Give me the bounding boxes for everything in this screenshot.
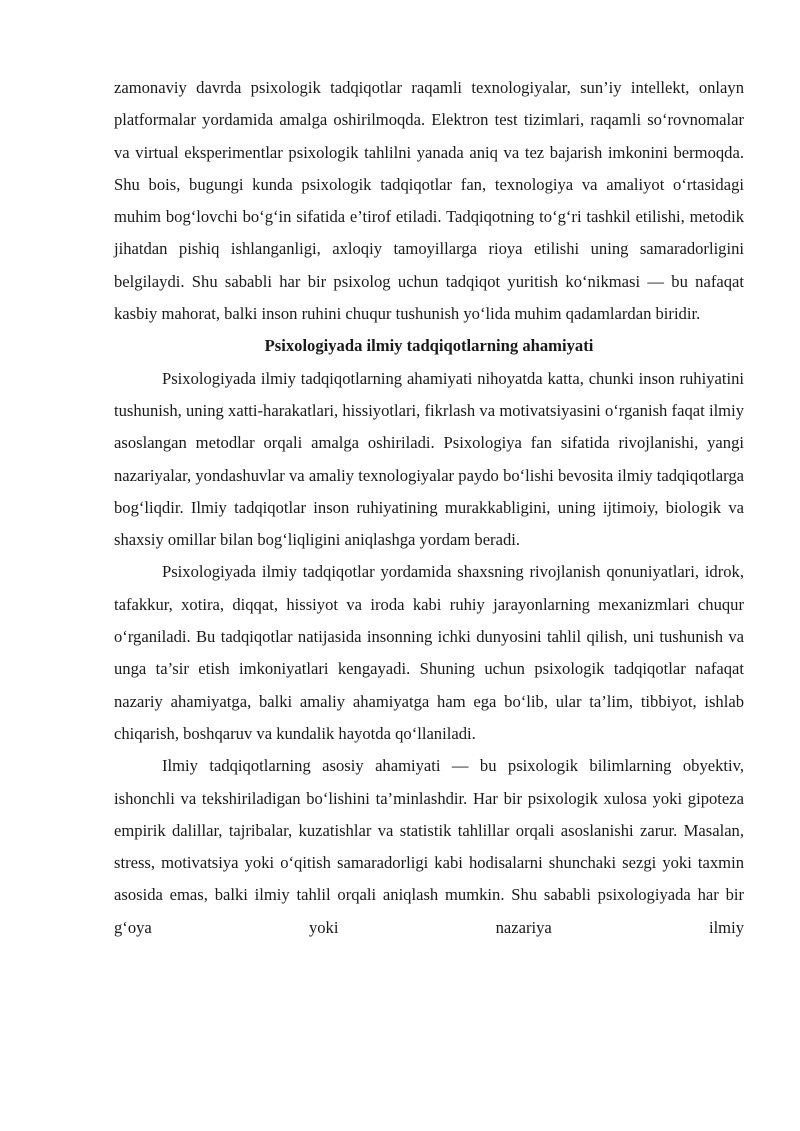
document-page (114, 72, 744, 944)
body-paragraph-1: Psixologiyada ilmiy tadqiqotlarning ahamiyati nihoyatda katta, chunki inson ruhiyatini tushunish, uning xatti-harakatlari, hissiyotlari, fikrlash va motivatsiyasini o‘rganish faqat ilmiy asoslangan metodlar orqali amalga oshiriladi. Psixologiya fan sifatida rivojlanishi, yangi nazariyalar, yondashuvlar va amaliy texnologiyalar paydo bo‘lishi bevosita ilmiy tadqiqotlarga bog‘liqdir. Ilmiy tadqiqotlar inson ruhiyatining murakkabligini, uning ijtimoiy, biologik va shaxsiy omillar bilan bog‘liqligini aniqlashga yordam beradi. (114, 368, 744, 550)
section-heading: Psixologiyada ilmiy tadqiqotlarning ahamiyati (264, 336, 594, 356)
body-paragraph-3: Ilmiy tadqiqotlarning asosiy ahamiyati — bu psixologik bilimlarning obyektiv, ishonchli va tekshiriladigan bo‘lishini ta’minlashdir. Har bir psixologik xulosa yoki gipoteza empirik dalillar, tajribalar, kuzatishlar va statistik tahlillar orqali asoslanishi zarur. Masalan, stress, motivatsiya yoki o‘qitish samaradorligi kabi hodisalarni shunchaki sezgi yoki taxmin asosida emas, balki ilmiy tahlil orqali aniqlash mumkin. Shu sababli psixologiyada har bir g‘oya yoki nazariya ilmiy (114, 756, 744, 937)
intro-paragraph: zamonaviy davrda psixologik tadqiqotlar raqamli texnologiyalar, sun’iy intellekt, onlayn platformalar yordamida amalga oshirilmoqda. Elektron test tizimlari, raqamli so‘rovnomalar va virtual eksperimentlar psixologik tahlilni yanada aniq va tez bajarish imkonini bermoqda. Shu bois, bugungi kunda psixologik tadqiqotlar fan, texnologiya va amaliyot o‘rtasidagi muhim bog‘lovchi bo‘g‘in sifatida e’tirof etiladi. Tadqiqotning to‘g‘ri tashkil etilishi, metodik jihatdan pishiq ishlanganligi, axloqiy tamoyillarga rioya etilishi uning samaradorligini belgilaydi. Shu sababli har bir psixolog uchun tadqiqot yuritish ko‘nikmasi — bu nafaqat kasbiy mahorat, balki inson ruhini chuqur tushunish yo‘lida muhim qadamlardan biridir. (114, 78, 744, 324)
body-paragraph-2: Psixologiyada ilmiy tadqiqotlar yordamida shaxsning rivojlanish qonuniyatlari, idrok, tafakkur, xotira, diqqat, hissiyot va iroda kabi ruhiy jarayonlarning mexanizmlari chuqur o‘rganiladi. Bu tadqiqotlar natijasida insonning ichki dunyosini tahlil qilish, uni tushunish va unga ta’sir etish imkoniyatlari kengayadi. Shuning uchun psixologik tadqiqotlar nafaqat nazariy ahamiyatga, balki amaliy ahamiyatga ham ega bo‘lib, ular ta’lim, tibbiyot, ishlab chiqarish, boshqaruv va kundalik hayotda qo‘llaniladi. (114, 562, 744, 743)
